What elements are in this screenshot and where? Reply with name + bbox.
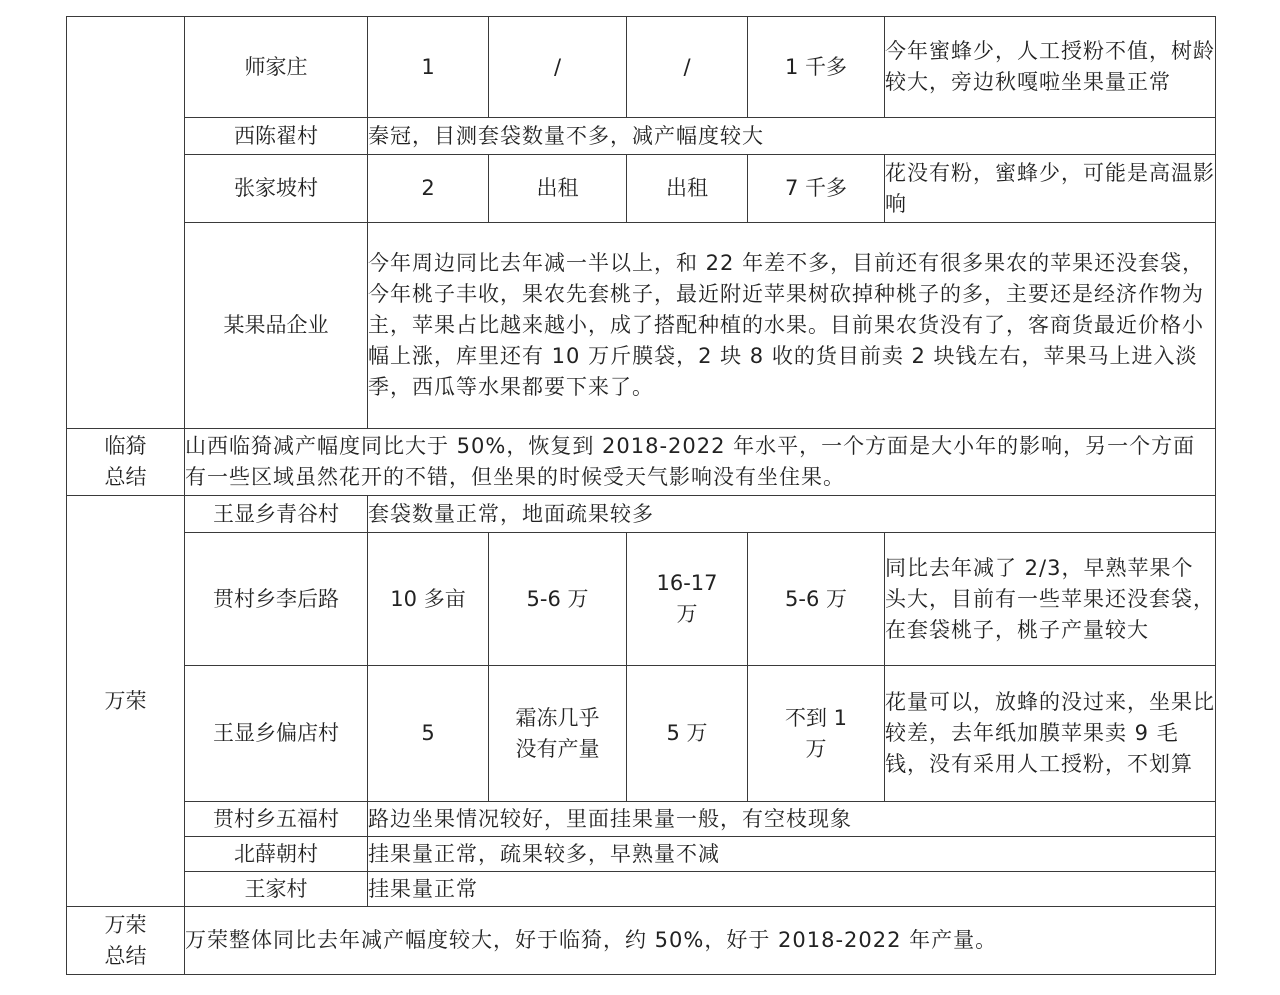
table-row-zhangjiapo xyxy=(67,155,1216,223)
table-row-enterprise xyxy=(67,223,1216,429)
data-cell: 10 多亩 xyxy=(368,533,489,666)
village-name: 王家村 xyxy=(185,872,368,907)
table-row-piandian xyxy=(67,666,1216,802)
data-cell: 出租 xyxy=(489,155,627,223)
data-cell: 5-6 万 xyxy=(489,533,627,666)
apple-survey-table xyxy=(66,16,1216,975)
note-cell: 挂果量正常 xyxy=(368,872,1216,907)
village-name: 西陈翟村 xyxy=(185,118,368,155)
note-cell: 套袋数量正常，地面疏果较多 xyxy=(368,496,1216,533)
note-cell: 同比去年减了 2/3，早熟苹果个头大，目前有一些苹果还没套袋，在套袋桃子，桃子产量较大 xyxy=(885,533,1216,666)
village-name: 师家庄 xyxy=(185,17,368,118)
table-row-qinggu xyxy=(67,496,1216,533)
table-row-linyi-summary xyxy=(67,429,1216,496)
data-cell: 出租 xyxy=(627,155,748,223)
region-cell-linyi xyxy=(67,17,185,429)
note-cell: 路边坐果情况较好，里面挂果量一般，有空枝现象 xyxy=(368,802,1216,837)
table-row-xichenzhai xyxy=(67,118,1216,155)
village-name: 张家坡村 xyxy=(185,155,368,223)
data-cell: 5 万 xyxy=(627,666,748,802)
village-name: 王显乡青谷村 xyxy=(185,496,368,533)
data-cell: 5 xyxy=(368,666,489,802)
note-cell: 秦冠，目测套袋数量不多，减产幅度较大 xyxy=(368,118,1216,155)
data-cell: 霜冻几乎 没有产量 xyxy=(489,666,627,802)
data-cell: 5-6 万 xyxy=(748,533,885,666)
data-cell: 1 千多 xyxy=(748,17,885,118)
data-cell: 1 xyxy=(368,17,489,118)
summary-text: 山西临猗减产幅度同比大于 50%，恢复到 2018-2022 年水平，一个方面是大小年的影响，另一个方面有一些区域虽然花开的不错，但坐果的时候受天气影响没有坐住果。 xyxy=(185,429,1216,496)
table-row-wufu xyxy=(67,802,1216,837)
note-cell: 今年蜜蜂少，人工授粉不值，树龄较大，旁边秋嘎啦坐果量正常 xyxy=(885,17,1216,118)
table-row-wanrong-summary xyxy=(67,907,1216,975)
data-cell: / xyxy=(489,17,627,118)
village-name: 贯村乡李后路 xyxy=(185,533,368,666)
table-row-shijiazhuang xyxy=(67,17,1216,118)
note-cell: 花量可以，放蜂的没过来，坐果比较差，去年纸加膜苹果卖 9 毛钱，没有采用人工授粉，不划算 xyxy=(885,666,1216,802)
note-cell: 挂果量正常，疏果较多，早熟量不减 xyxy=(368,837,1216,872)
region-summary-label: 万荣 总结 xyxy=(67,907,185,975)
data-cell: 7 千多 xyxy=(748,155,885,223)
note-cell: 今年周边同比去年减一半以上，和 22 年差不多，目前还有很多果农的苹果还没套袋，今年桃子丰收，果农先套桃子，最近附近苹果树砍掉种桃子的多，主要还是经济作物为主，苹果占比越来越小，成了搭配种植的水果。目前果农货没有了，客商货最近价格小幅上涨，库里还有 10 万斤膜袋，2 块 8 收的货目前卖 2 块钱左右，苹果马上进入淡季，西瓜等水果都要下来了。 xyxy=(368,223,1216,429)
table-row-wangjia xyxy=(67,872,1216,907)
data-cell: 16-17 万 xyxy=(627,533,748,666)
table-row-beixuechao xyxy=(67,837,1216,872)
region-label-wanrong: 万荣 xyxy=(67,496,185,907)
note-cell: 花没有粉，蜜蜂少，可能是高温影响 xyxy=(885,155,1216,223)
village-name: 王显乡偏店村 xyxy=(185,666,368,802)
data-cell: / xyxy=(627,17,748,118)
village-name: 贯村乡五福村 xyxy=(185,802,368,837)
village-name: 北薛朝村 xyxy=(185,837,368,872)
region-summary-label: 临猗 总结 xyxy=(67,429,185,496)
data-cell: 不到 1 万 xyxy=(748,666,885,802)
village-name: 某果品企业 xyxy=(185,223,368,429)
summary-text: 万荣整体同比去年减产幅度较大，好于临猗，约 50%，好于 2018-2022 年产量。 xyxy=(185,907,1216,975)
data-cell: 2 xyxy=(368,155,489,223)
table-row-lihoulu xyxy=(67,533,1216,666)
